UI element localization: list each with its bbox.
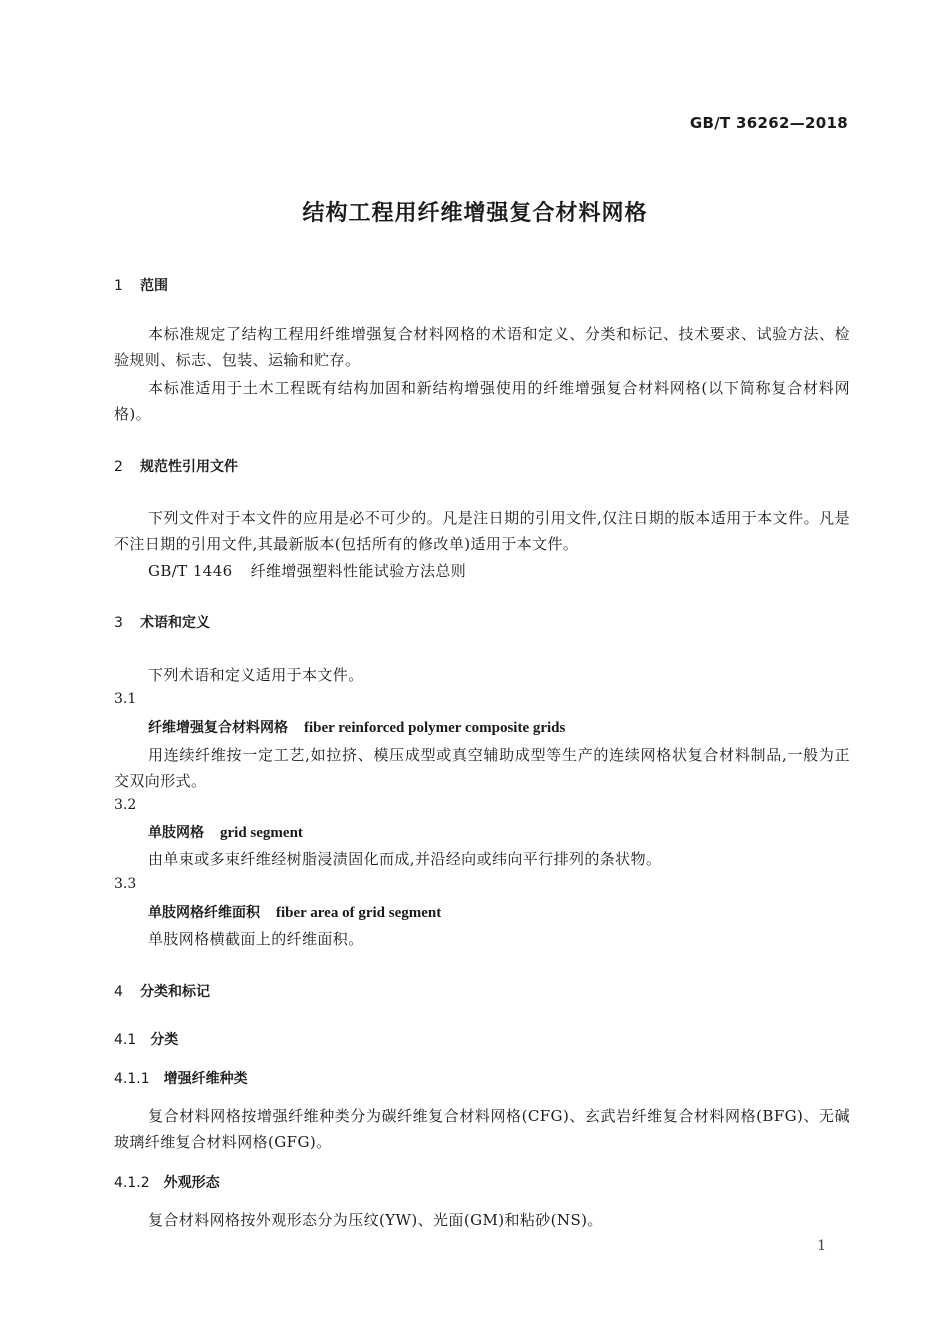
section-number: 4 xyxy=(114,984,123,1000)
term-cn: 纤维增强复合材料网格 xyxy=(148,720,288,736)
subsection-title: 增强纤维种类 xyxy=(163,1071,248,1087)
term-number: 3.3 xyxy=(114,876,137,892)
section-2-paragraph: 下列文件对于本文件的应用是必不可少的。凡是注日期的引用文件,仅注日期的版本适用于本文件。凡是不注日期的引用文件,其最新版本(包括所有的修改单)适用于本文件。 xyxy=(114,509,850,553)
term-cn: 单肢网格纤维面积 xyxy=(148,905,260,921)
subsection-4-1-2-heading xyxy=(114,1172,220,1192)
term-en: fiber area of grid segment xyxy=(276,905,442,921)
section-3-heading xyxy=(114,612,210,632)
document-title: 结构工程用纤维增强复合材料网格 xyxy=(302,201,648,226)
section-4-heading xyxy=(114,981,210,1001)
term-heading xyxy=(148,902,441,922)
term-definition: 由单束或多束纤维经树脂浸渍固化而成,并沿经向或纬向平行排列的条状物。 xyxy=(148,850,662,868)
section-title: 范围 xyxy=(140,278,168,294)
section-title: 术语和定义 xyxy=(140,615,210,631)
subsection-4-1-heading xyxy=(114,1029,178,1049)
subsection-title: 分类 xyxy=(150,1032,179,1048)
term-definition: 用连续纤维按一定工艺,如拉挤、模压成型或真空辅助成型等生产的连续网格状复合材料制品,一般为正交双向形式。 xyxy=(114,746,850,790)
term-heading xyxy=(148,822,303,842)
term-en: fiber reinforced polymer composite grids xyxy=(304,720,566,736)
subsection-title: 外观形态 xyxy=(163,1175,220,1191)
term-number: 3.2 xyxy=(114,797,137,813)
term-cn: 单肢网格 xyxy=(148,825,204,841)
subsection-4-1-1-heading xyxy=(114,1068,248,1088)
reference-title: 纤维增强塑料性能试验方法总则 xyxy=(250,562,467,580)
subsection-4-1-1-paragraph: 复合材料网格按增强纤维种类分为碳纤维复合材料网格(CFG)、玄武岩纤维复合材料网格(BFG)、无碱玻璃纤维复合材料网格(GFG)。 xyxy=(114,1107,850,1151)
section-2-heading xyxy=(114,456,238,476)
term-en: grid segment xyxy=(220,825,303,841)
term-heading xyxy=(148,717,565,737)
section-1-heading xyxy=(114,275,168,295)
section-title: 分类和标记 xyxy=(140,984,210,1000)
section-1-paragraph-1: 本标准规定了结构工程用纤维增强复合材料网格的术语和定义、分类和标记、技术要求、试验方法、检验规则、标志、包装、运输和贮存。 xyxy=(114,325,850,369)
subsection-number: 4.1.1 xyxy=(114,1071,150,1087)
term-number: 3.1 xyxy=(114,691,137,707)
term-definition: 单肢网格横截面上的纤维面积。 xyxy=(148,930,364,948)
subsection-number: 4.1.2 xyxy=(114,1175,150,1191)
section-number: 2 xyxy=(114,459,123,475)
normative-reference xyxy=(148,560,466,581)
subsection-4-1-2-paragraph: 复合材料网格按外观形态分为压纹(YW)、光面(GM)和粘砂(NS)。 xyxy=(148,1211,603,1229)
section-1-paragraph-2: 本标准适用于土木工程既有结构加固和新结构增强使用的纤维增强复合材料网格(以下简称复合材料网格)。 xyxy=(114,379,850,423)
section-3-intro: 下列术语和定义适用于本文件。 xyxy=(148,666,364,684)
section-number: 1 xyxy=(114,278,123,294)
section-number: 3 xyxy=(114,615,123,631)
reference-code: GB/T 1446 xyxy=(148,562,233,580)
subsection-number: 4.1 xyxy=(114,1032,137,1048)
page-number: 1 xyxy=(817,1238,826,1254)
section-title: 规范性引用文件 xyxy=(140,459,238,475)
standard-number: GB/T 36262—2018 xyxy=(689,114,848,132)
